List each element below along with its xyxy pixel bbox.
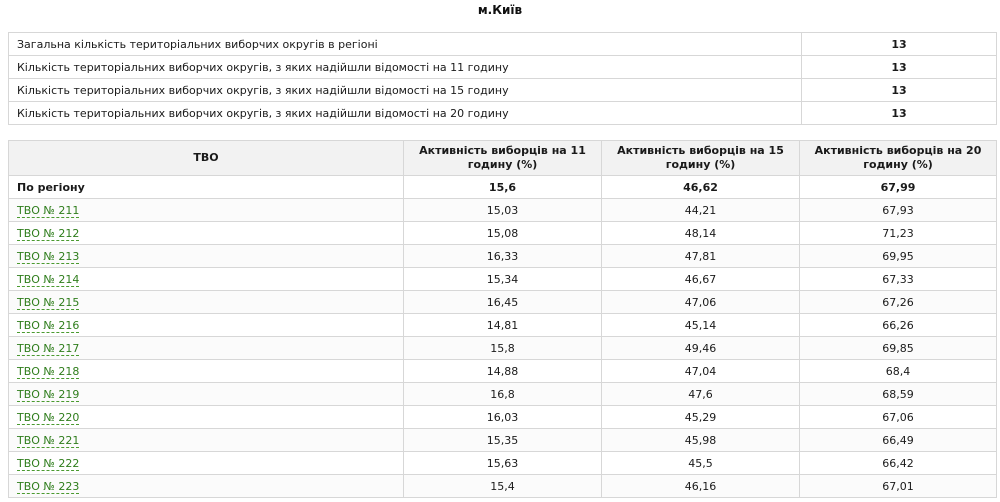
turnout-11h: 15,63 [404,452,602,475]
tvo-link[interactable]: ТВО № 212 [17,226,80,240]
tvo-link[interactable]: ТВО № 216 [17,318,80,332]
turnout-15h: 45,29 [602,406,800,429]
summary-row [9,33,997,56]
summary-value: 13 [802,56,997,79]
turnout-15h: 47,6 [602,383,800,406]
turnout-15h: 44,21 [602,199,800,222]
table-header-row [9,141,997,176]
turnout-15h: 45,5 [602,452,800,475]
region-total-row [9,176,997,199]
turnout-20h: 68,59 [800,383,997,406]
turnout-11h: 15,8 [404,337,602,360]
column-header-tvo: ТВО [9,141,404,176]
table-row [9,291,997,314]
region-turnout-20h: 67,99 [800,176,997,199]
turnout-11h: 15,03 [404,199,602,222]
region-label: По регіону [9,176,404,199]
turnout-11h: 15,34 [404,268,602,291]
tvo-link[interactable]: ТВО № 217 [17,341,80,355]
turnout-11h: 16,03 [404,406,602,429]
table-row [9,337,997,360]
turnout-20h: 67,26 [800,291,997,314]
tvo-link[interactable]: ТВО № 211 [17,203,80,217]
turnout-20h: 71,23 [800,222,997,245]
summary-row [9,102,997,125]
summary-table [8,32,997,125]
turnout-15h: 48,14 [602,222,800,245]
turnout-20h: 66,26 [800,314,997,337]
table-row [9,406,997,429]
turnout-20h: 67,06 [800,406,997,429]
summary-label: Загальна кількість територіальних виборчих округів в регіоні [9,33,802,56]
table-row [9,360,997,383]
turnout-20h: 69,85 [800,337,997,360]
column-header-15h: Активність виборців на 15 годину (%) [602,141,800,176]
region-turnout-15h: 46,62 [602,176,800,199]
turnout-15h: 47,06 [602,291,800,314]
summary-row [9,56,997,79]
turnout-15h: 45,14 [602,314,800,337]
table-row [9,429,997,452]
tvo-link[interactable]: ТВО № 218 [17,364,80,378]
turnout-11h: 15,08 [404,222,602,245]
turnout-15h: 46,67 [602,268,800,291]
turnout-11h: 15,4 [404,475,602,498]
column-header-11h: Активність виборців на 11 годину (%) [404,141,602,176]
tvo-link[interactable]: ТВО № 221 [17,433,80,447]
tvo-link[interactable]: ТВО № 220 [17,410,80,424]
table-row [9,222,997,245]
tvo-link[interactable]: ТВО № 214 [17,272,80,286]
summary-value: 13 [802,102,997,125]
turnout-20h: 67,01 [800,475,997,498]
table-row [9,475,997,498]
turnout-15h: 47,04 [602,360,800,383]
tvo-link[interactable]: ТВО № 223 [17,479,80,493]
page-title: м.Київ [477,3,523,17]
turnout-11h: 16,33 [404,245,602,268]
column-header-20h: Активність виборців на 20 годину (%) [800,141,997,176]
turnout-11h: 16,8 [404,383,602,406]
turnout-15h: 45,98 [602,429,800,452]
turnout-11h: 14,88 [404,360,602,383]
turnout-15h: 46,16 [602,475,800,498]
table-row [9,383,997,406]
tvo-link[interactable]: ТВО № 215 [17,295,80,309]
summary-label: Кількість територіальних виборчих округів, з яких надійшли відомості на 15 годину [9,79,802,102]
table-row [9,452,997,475]
tvo-link[interactable]: ТВО № 222 [17,456,80,470]
turnout-20h: 66,42 [800,452,997,475]
table-row [9,314,997,337]
turnout-11h: 15,35 [404,429,602,452]
turnout-11h: 14,81 [404,314,602,337]
summary-value: 13 [802,79,997,102]
summary-row [9,79,997,102]
table-row [9,199,997,222]
tvo-link[interactable]: ТВО № 219 [17,387,80,401]
turnout-20h: 69,95 [800,245,997,268]
tvo-link[interactable]: ТВО № 213 [17,249,80,263]
turnout-11h: 16,45 [404,291,602,314]
turnout-20h: 67,93 [800,199,997,222]
turnout-20h: 66,49 [800,429,997,452]
summary-label: Кількість територіальних виборчих округів, з яких надійшли відомості на 20 годину [9,102,802,125]
turnout-15h: 47,81 [602,245,800,268]
summary-label: Кількість територіальних виборчих округів, з яких надійшли відомості на 11 годину [9,56,802,79]
turnout-20h: 68,4 [800,360,997,383]
summary-value: 13 [802,33,997,56]
table-row [9,268,997,291]
turnout-15h: 49,46 [602,337,800,360]
turnout-table [8,140,997,498]
table-row [9,245,997,268]
region-turnout-11h: 15,6 [404,176,602,199]
turnout-20h: 67,33 [800,268,997,291]
